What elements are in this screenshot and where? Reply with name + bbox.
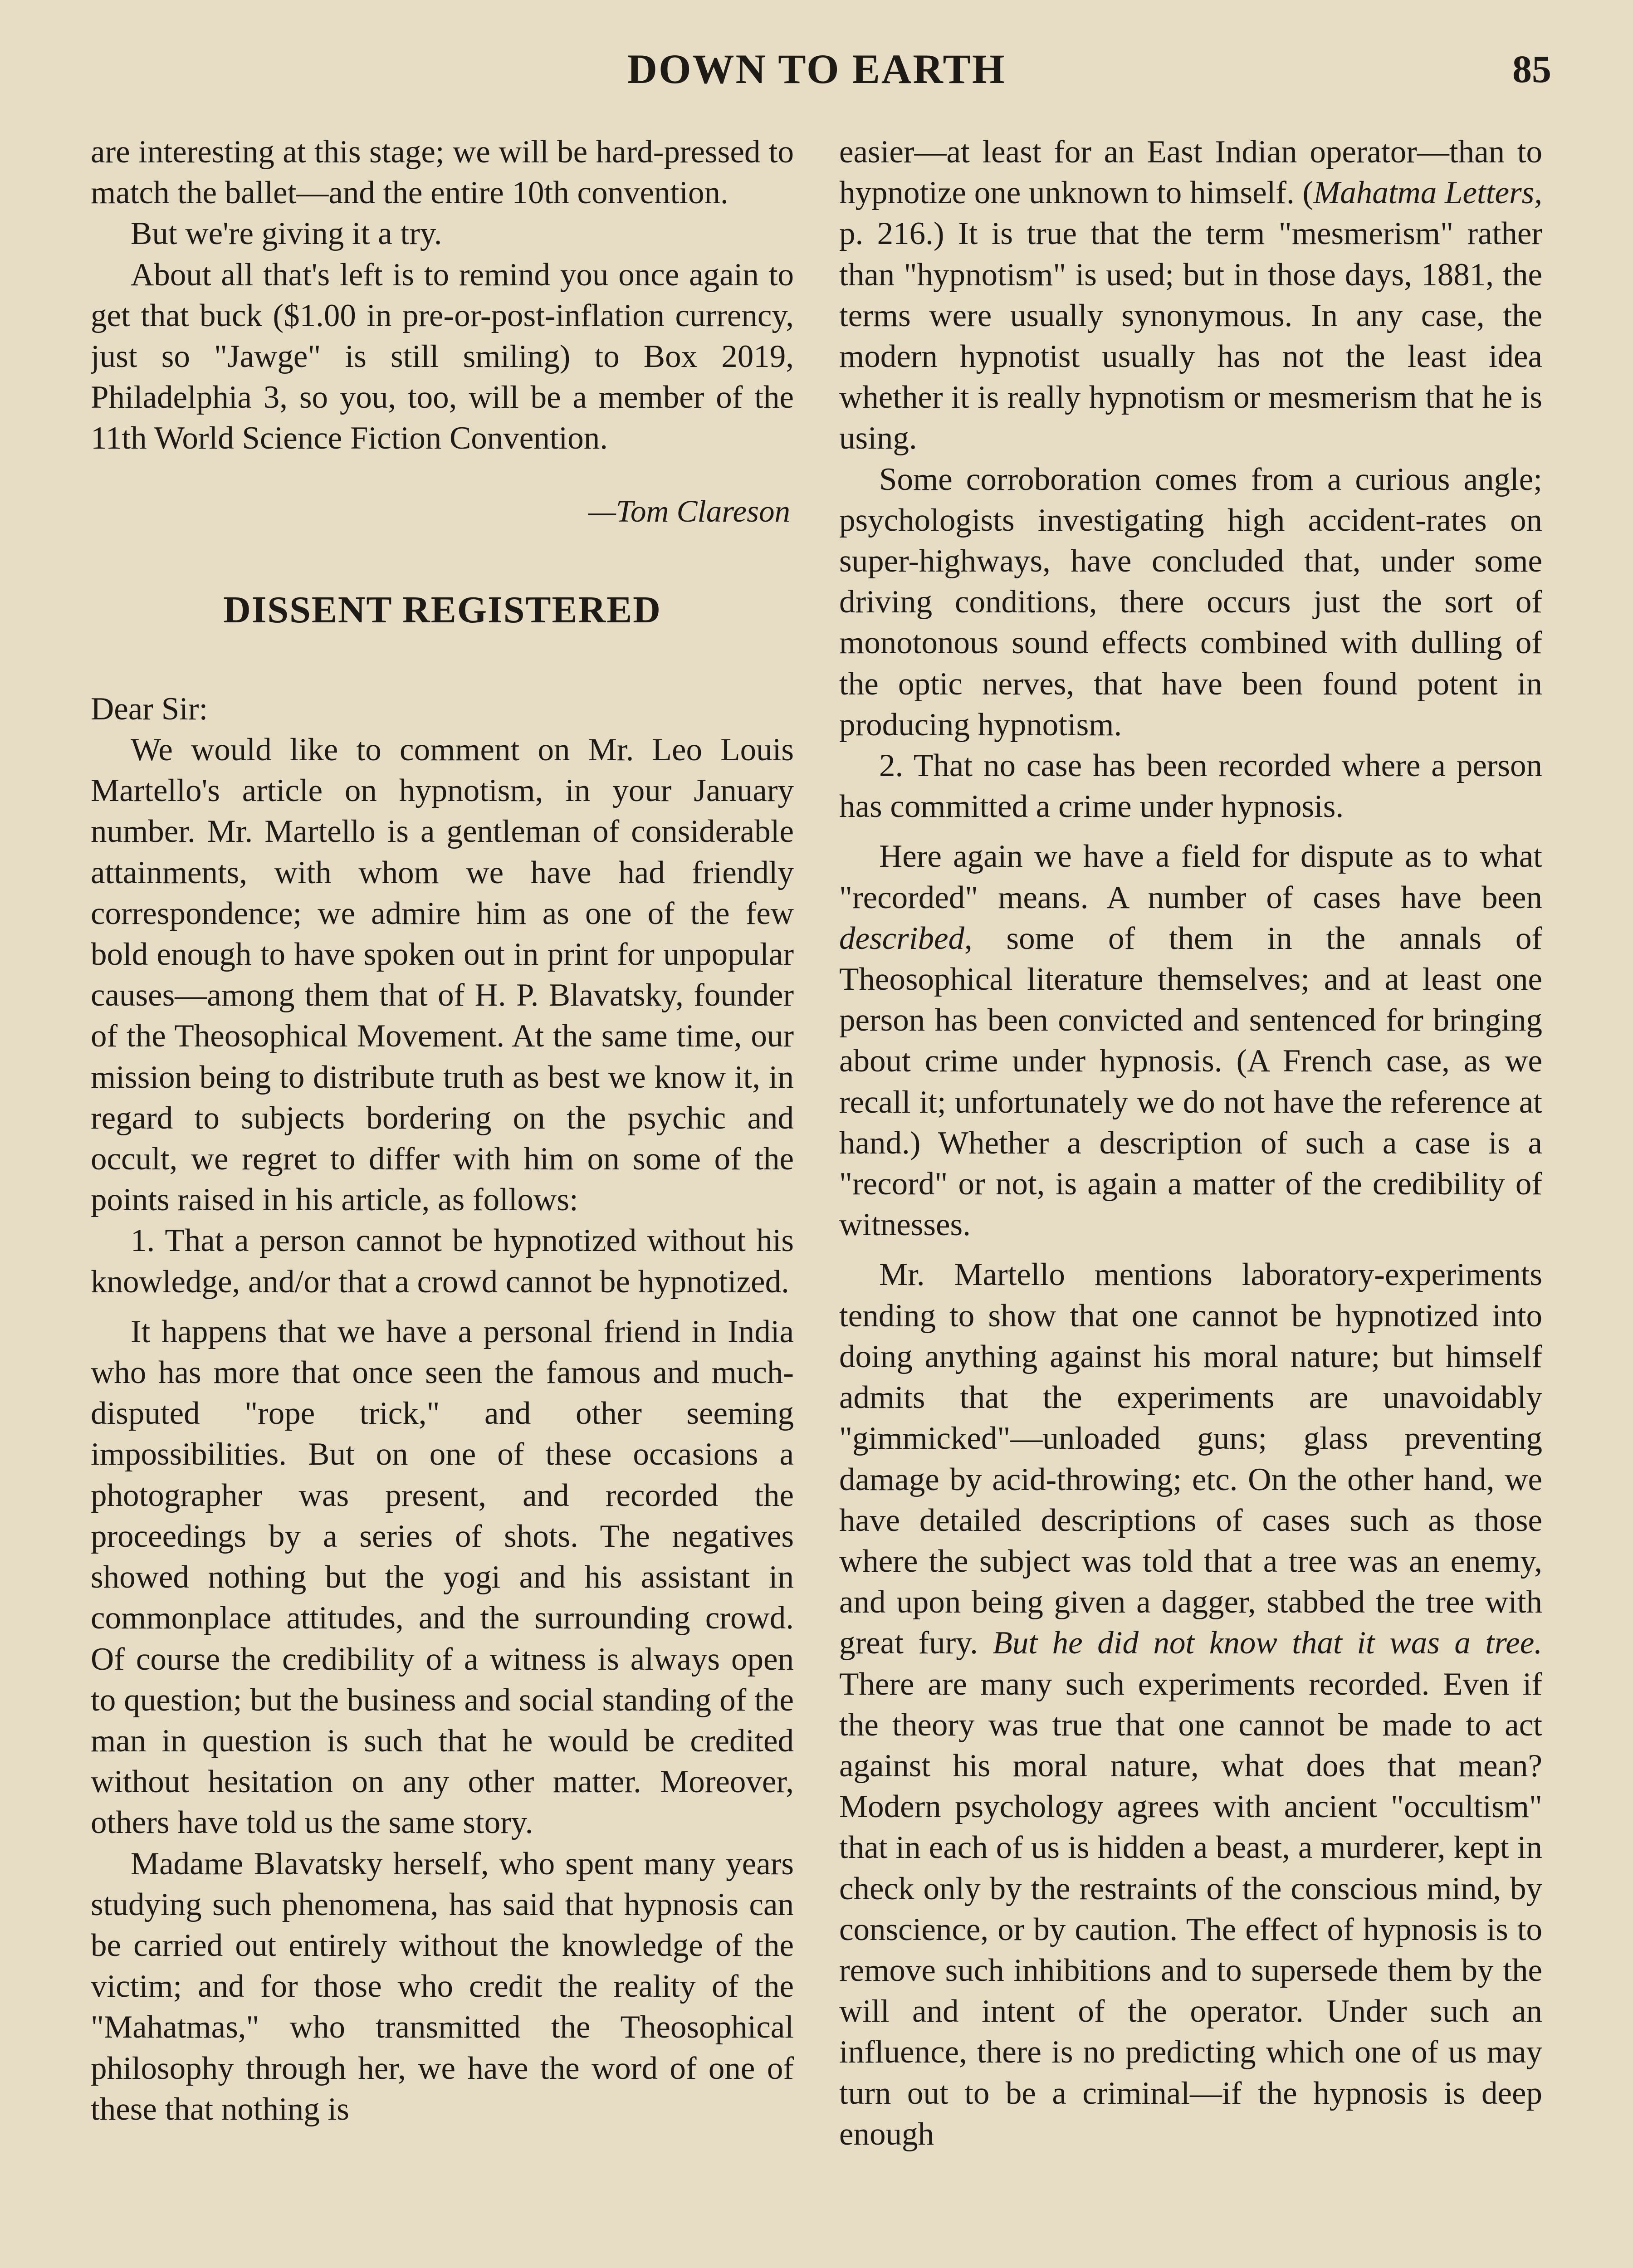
- running-head: [82, 42, 1551, 96]
- page-number: 85: [1512, 47, 1551, 91]
- running-head-title: DOWN TO EARTH: [627, 46, 1006, 92]
- dissent-paragraph-1: We would like to comment on Mr. Leo Louis Martello's article on hypnotism, in your January number. Mr. Martello is a gentleman of considerable attainments, with whom we have had friendly correspondence; we admire him as one of the few bold enough to have spoken out in print for unpopular causes—among them that of H. P. Blavatsky, founder of the Theosophical Movement. At the same time, our mission being to distribute truth as best we know it, in regard to subjects bordering on the psychic and occult, we regret to differ with him on some of the points raised in his article, as follows:: [91, 732, 794, 1218]
- experiments-text-b: There are many such experiments recorded. Even if the theory was true that one cannot be made to act against his moral nature, what does that mean? Modern psychology agrees with ancient "occultism" that in each of us is hidden a beast, a murderer, kept in check only by the restraints of the conscious mind, by conscience, or by caution. The effect of hypnosis is to remove such inhibitions and to supersede them by the will and intent of the operator. Under such an influence, there is no predicting which one of us may turn out to be a criminal—if the hypnosis is deep enough: [839, 1666, 1542, 2152]
- spacer: [839, 827, 1542, 836]
- spacer: [839, 1245, 1542, 1254]
- convention-paragraph-2: But we're giving it a try.: [131, 216, 442, 252]
- citation: Mahatma Letters,: [1313, 175, 1542, 211]
- letter-signature: —Tom Clareson: [588, 494, 790, 528]
- dissent-point-2: 2. That no case has been recorded where a person has committed a crime under hypnosis.: [839, 748, 1542, 825]
- letter-salutation: Dear Sir:: [91, 691, 208, 727]
- continued-text-b: p. 216.) It is true that the term "mesmerism" rather than "hypnotism" is used; but in those days, 1881, the terms were usually synonymous. In any case, the modern hypnotist usually has not the least idea whether it is really hypnotism or mesmerism that he is using.: [839, 216, 1542, 456]
- continued-paragraph: [839, 132, 1542, 459]
- spacer: [91, 1302, 794, 1311]
- left-column: [91, 132, 794, 2268]
- convention-paragraph-1: are interesting at this stage; we will be hard-pressed to match the ballet—and the entire 10th convention.: [91, 134, 794, 211]
- dissent-paragraph-3: Madame Blavatsky herself, who spent many years studying such phenomena, has said that hypnosis can be carried out entirely without the knowledge of the victim; and for those who credit the reality of the "Mahatmas," who transmitted the Theosophical philosophy through her, we have the word of one of these that nothing is: [91, 1846, 794, 2127]
- convention-paragraph-3: About all that's left is to remind you once again to get that buck ($1.00 in pre-or-post-inflation currency, just so "Jawge" is still smiling) to Box 2019, Philadelphia 3, so you, too, will be a member of the 11th World Science Fiction Convention.: [91, 257, 794, 456]
- experiments-paragraph: [839, 1254, 1542, 2154]
- spacer: [91, 459, 794, 491]
- corroboration-paragraph: Some corroboration comes from a curious angle; psychologists investigating high accident-rates on super-highways, have concluded that, under some driving conditions, there occurs just the sort of monotonous sound effects combined with dulling of the optic nerves, that have been found potent in producing hypnotism.: [839, 461, 1542, 743]
- recorded-paragraph: [839, 836, 1542, 1245]
- recorded-text-a: Here again we have a field for dispute as to what "recorded" means. A number of cases have been: [839, 839, 1542, 915]
- right-column: [839, 132, 1542, 2268]
- recorded-text-b: , some of them in the annals of Theosophical literature themselves; and at least one person has been convicted and sentenced for bringing about crime under hypnosis. (A French case, as we recall it; unfortunately we do not have the reference at hand.) Whether a description of such a case is a "record" or not, is again a matter of the credibility of witnesses.: [839, 920, 1542, 1243]
- dissent-paragraph-2: It happens that we have a personal friend in India who has more that once seen the famous and much-disputed "rope trick," and other seeming impossibilities. But on one of these occasions a photographer was present, and recorded the proceedings by a series of shots. The negatives showed nothing but the yogi and his assistant in commonplace attitudes, and the surrounding crowd. Of course the credibility of a witness is always open to question; but the business and social standing of the man in question is such that he would be credited without hesitation on any other matter. Moreover, others have told us the same story.: [91, 1314, 794, 1841]
- emphasis-tree: But he did not know that it was a tree.: [993, 1625, 1542, 1661]
- spacer: [91, 635, 794, 689]
- section-heading: DISSENT REGISTERED: [223, 588, 661, 631]
- spacer: [91, 532, 794, 585]
- continued-text-a: easier—at least for an East Indian operator—than to hypnotize one unknown to himself. (: [839, 134, 1542, 211]
- experiments-text-a: Mr. Martello mentions laboratory-experiments tending to show that one cannot be hypnotized into doing anything against his moral nature; but himself admits that the experiments are unavoidably "gimmicked"—unloaded guns; glass preventing damage by acid-throwing; etc. On the other hand, we have detailed descriptions of cases such as those where the subject was told that a tree was an enemy, and upon being given a dagger, stabbed the tree with great fury.: [839, 1257, 1542, 1661]
- dissent-point-1: 1. That a person cannot be hypnotized without his knowledge, and/or that a crowd cannot be hypnotized.: [91, 1223, 794, 1300]
- emphasis-described: described: [839, 920, 965, 956]
